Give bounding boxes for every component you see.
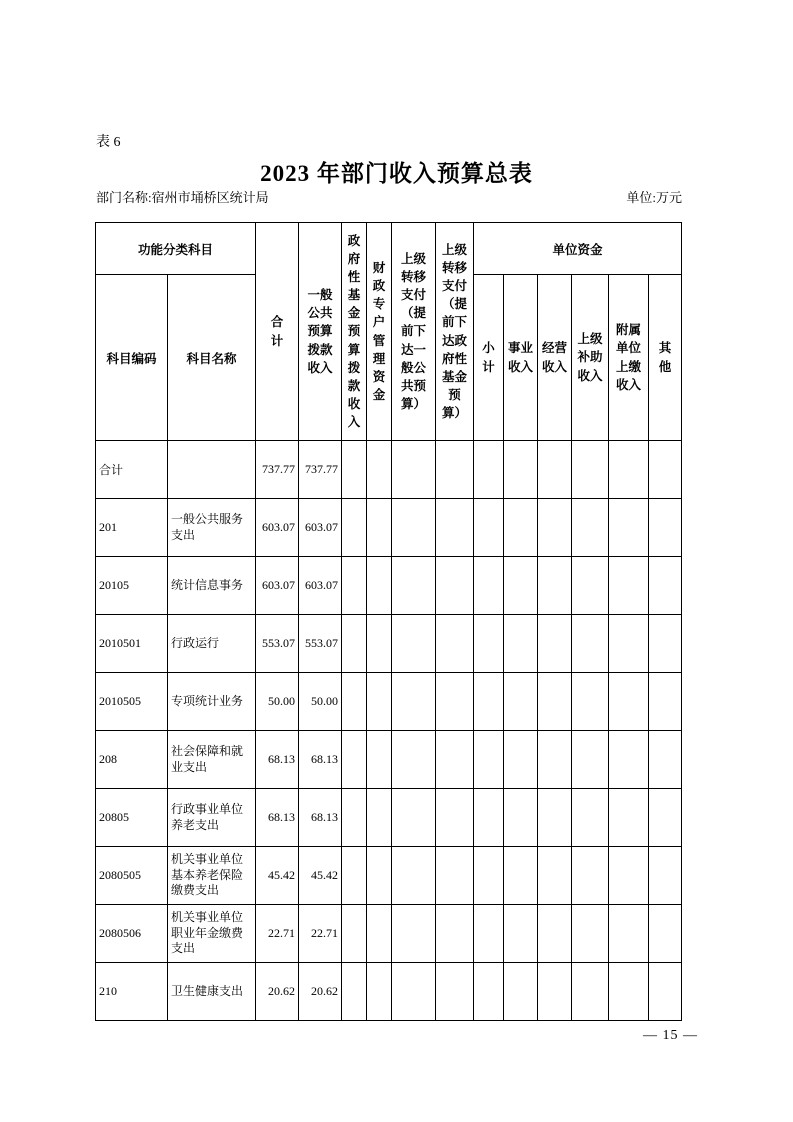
total-cell: 20.62 [256, 963, 299, 1021]
table-row [96, 615, 682, 673]
general-budget-cell: 603.07 [299, 499, 342, 557]
unit-label: 单位:万元 [626, 190, 682, 205]
subject-name-cell: 一般公共服务支出 [168, 499, 256, 557]
header-gov-fund: 政府性基金预算拨款收入 [342, 223, 367, 441]
general-budget-cell: 68.13 [299, 731, 342, 789]
table-row [96, 499, 682, 557]
subject-name-cell: 社会保障和就业支出 [168, 731, 256, 789]
header-transfer-fund: 上级转移支付（提前下达政府性基金预算） [436, 223, 474, 441]
general-budget-cell: 553.07 [299, 615, 342, 673]
table-row [96, 441, 682, 499]
subject-code-cell: 2010501 [96, 615, 168, 673]
table-row [96, 673, 682, 731]
total-cell: 603.07 [256, 499, 299, 557]
total-cell: 22.71 [256, 905, 299, 963]
budget-income-table [95, 222, 682, 1021]
header-operating-income: 经营收入 [538, 275, 572, 441]
subject-name-cell: 专项统计业务 [168, 673, 256, 731]
subject-code-cell: 2010505 [96, 673, 168, 731]
header-total: 合计 [256, 223, 299, 441]
table-label: 表 6 [96, 135, 121, 150]
total-cell: 68.13 [256, 731, 299, 789]
general-budget-cell: 45.42 [299, 847, 342, 905]
table-row [96, 905, 682, 963]
subject-name-cell: 行政事业单位养老支出 [168, 789, 256, 847]
subject-name-cell: 行政运行 [168, 615, 256, 673]
subject-name-cell: 机关事业单位基本养老保险缴费支出 [168, 847, 256, 905]
header-general-budget: 一般公共预算拨款收入 [299, 223, 342, 441]
header-subject-name: 科目名称 [168, 275, 256, 441]
subject-name-cell: 机关事业单位职业年金缴费支出 [168, 905, 256, 963]
general-budget-cell: 20.62 [299, 963, 342, 1021]
general-budget-cell: 737.77 [299, 441, 342, 499]
subject-code-cell: 2080505 [96, 847, 168, 905]
subject-code-cell: 201 [96, 499, 168, 557]
header-func-group: 功能分类科目 [96, 223, 256, 275]
general-budget-cell: 603.07 [299, 557, 342, 615]
subject-code-cell: 2080506 [96, 905, 168, 963]
subject-code-cell: 20105 [96, 557, 168, 615]
total-cell: 45.42 [256, 847, 299, 905]
subject-name-cell: 统计信息事务 [168, 557, 256, 615]
table-row [96, 731, 682, 789]
department-name: 部门名称:宿州市埇桥区统计局 [96, 189, 269, 205]
page-title: 2023 年部门收入预算总表 [260, 161, 533, 186]
header-other: 其他 [649, 275, 682, 441]
header-transfer-general: 上级转移支付（提前下达一般公共预算） [392, 223, 436, 441]
header-business-income: 事业收入 [504, 275, 538, 441]
meta-row [96, 187, 682, 206]
table-row [96, 963, 682, 1021]
subject-code-cell: 210 [96, 963, 168, 1021]
subject-name-cell: 卫生健康支出 [168, 963, 256, 1021]
total-cell: 68.13 [256, 789, 299, 847]
table-row [96, 789, 682, 847]
general-budget-cell: 68.13 [299, 789, 342, 847]
total-cell: 603.07 [256, 557, 299, 615]
subject-name-cell [168, 441, 256, 499]
total-cell: 50.00 [256, 673, 299, 731]
general-budget-cell: 22.71 [299, 905, 342, 963]
header-affiliated-income: 附属单位上缴收入 [609, 275, 649, 441]
subject-code-cell: 合计 [96, 441, 168, 499]
subject-code-cell: 208 [96, 731, 168, 789]
header-subtotal: 小计 [474, 275, 504, 441]
general-budget-cell: 50.00 [299, 673, 342, 731]
table-row [96, 557, 682, 615]
header-unit-funds-group: 单位资金 [474, 223, 682, 275]
total-cell: 553.07 [256, 615, 299, 673]
header-subject-code: 科目编码 [96, 275, 168, 441]
subject-code-cell: 20805 [96, 789, 168, 847]
header-fiscal-account: 财政专户管理资金 [367, 223, 392, 441]
header-superior-subsidy: 上级补助收入 [572, 275, 609, 441]
page-number: — 15 — [643, 1028, 698, 1043]
total-cell: 737.77 [256, 441, 299, 499]
table-row [96, 847, 682, 905]
